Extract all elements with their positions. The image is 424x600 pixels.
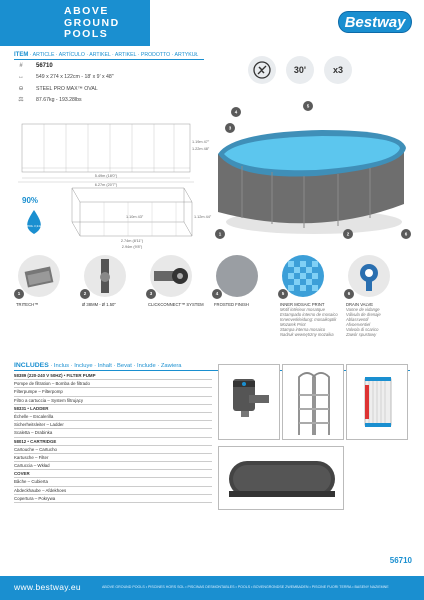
- includes-heading: INCLUDES · Inclus · Incluye · Inhalt · Bevat · Include · Zawiera: [14, 362, 182, 369]
- pool-dimension-diagram: [14, 118, 212, 258]
- spec-material-row: [14, 85, 98, 92]
- dim-side-h1: 1.19m 47": [192, 140, 210, 144]
- includes-item: Filtro a cartuccia – System filtrujący: [14, 397, 212, 405]
- ladder-image: [282, 364, 344, 440]
- weight-icon: ⚖: [18, 97, 24, 103]
- dim-top-width-outer: 6.27m (20'7"): [94, 183, 118, 187]
- svg-text:1: 1: [218, 231, 222, 237]
- svg-text:3: 3: [228, 125, 232, 131]
- dim-bottom-w2: 2.94m (9'8"): [121, 245, 143, 249]
- includes-item: Abdeckhaube – Afdekhoes: [14, 487, 212, 495]
- people-x3-icon: x3: [324, 56, 352, 84]
- header-title-block: [0, 0, 150, 46]
- feature-label: TRITECH™: [16, 302, 39, 307]
- includes-item: Cartuccia – Wkład: [14, 462, 212, 470]
- no-tools-icon: [248, 56, 276, 84]
- feature-tritech: [14, 255, 78, 307]
- footer: [0, 576, 424, 600]
- includes-item: Filterpumpe – Filterpomp: [14, 388, 212, 396]
- bestway-logo: Bestway: [338, 11, 412, 33]
- includes-item: Sicherheitsleiter – Ladder: [14, 421, 212, 429]
- includes-item: Scaletta – Drabinka: [14, 429, 212, 437]
- dim-inner-h: 1.10m 43": [126, 215, 144, 219]
- spec-weight-row: [14, 96, 82, 103]
- feature-mosaic: 5 INNER MOSAIC PRINT Motif intérieur mosaïque Estampado interno de mosaico Innenverkleidung: mosaikoptik Mozaïek Print Stampa interna mosaico Nadruk wewnętrzny mozaika: [278, 255, 342, 297]
- includes-item: Échelle – Escalerilla: [14, 413, 212, 421]
- drain-labels: DRAIN VALVE Vanne de vidange Válvula de drenaje Ablassventil Afvoerventiel Valvola di scarico Zawór spustowy: [346, 302, 381, 337]
- item-code: 56710: [36, 63, 53, 69]
- spec-code-row: [14, 63, 53, 69]
- page-title: [64, 6, 120, 41]
- header: [0, 0, 424, 46]
- feature-frosted: 4 FROSTED FINISH: [212, 255, 276, 297]
- cartridge-image: [346, 364, 408, 440]
- website-link[interactable]: www.bestway.eu: [14, 582, 81, 592]
- svg-text:4: 4: [234, 109, 238, 115]
- item-divider: [14, 59, 204, 60]
- pipe-image: [84, 255, 126, 297]
- clickconnect-image: [150, 255, 192, 297]
- pool-frame-icon: ⊖: [18, 86, 24, 92]
- feature-clickconnect: 3 CLICKCONNECT™ SYSTEM: [146, 255, 210, 297]
- includes-item: Kartusche – Filter: [14, 454, 212, 462]
- includes-item: Bâche – Cubierta: [14, 478, 212, 486]
- includes-item: 58331 • LADDER: [14, 405, 212, 413]
- water-capacity: 12,650L 3,342gal: [22, 224, 46, 228]
- footer-description: ABOVE GROUND POOLS • PISCINES HORS SOL • PISCINAS DESMONTABLES • POOLS • BOVENGRONDSE ZWEMBADEN • PISCINE FUORI TERRA • BASENY NAZIEMNE: [102, 585, 389, 589]
- hash-icon: #: [19, 63, 23, 69]
- mosaic-labels: INNER MOSAIC PRINT Motif intérieur mosaïque Estampado interno de mosaico Innenverkleidung: mosaikoptik Mozaïek Print Stampa interna mosaico Nadruk wewnętrzny mozaika: [280, 302, 338, 337]
- dim-side-h2: 1.22m 48": [192, 147, 210, 151]
- filter-pump-image: [218, 364, 280, 440]
- item-weight: 87.67kg - 193.28lbs: [36, 96, 82, 103]
- item-material: STEEL PRO MAX™ OVAL: [36, 85, 98, 92]
- includes-item: 58012 • CARTRIDGE: [14, 438, 212, 446]
- pool-product-image: [212, 103, 412, 250]
- dim-outer-h: 1.12m 44": [194, 215, 212, 219]
- cover-image: [218, 446, 344, 510]
- includes-list: [14, 372, 212, 503]
- feature-pipe-diameter: 2 Ø 38MM - Ø 1.50": [80, 255, 144, 297]
- dim-top-width: 5.49m (18'0"): [94, 174, 118, 178]
- tritech-image: [18, 255, 60, 297]
- includes-item: Copertura – Pokrywa: [14, 495, 212, 503]
- timer-30-icon: 30': [286, 56, 314, 84]
- feature-num: 1: [14, 289, 24, 299]
- feature-drain-valve: 6 DRAIN VALVE Vanne de vidange Válvula de drenaje Ablassventil Afvoerventiel Valvola di scarico Zawór spustowy: [344, 255, 408, 297]
- fill-percent: 90%: [22, 196, 39, 205]
- title-line-2: GROUND: [64, 16, 120, 29]
- includes-item: Pompe de filtration – Bomba de filtrado: [14, 380, 212, 388]
- item-heading: ITEM · ARTICLE · ARTÍCULO · ARTIKEL · ARTIKEL · PRODOTTO · ARTYKUŁ: [14, 52, 199, 58]
- footer-item-code: 56710: [389, 556, 412, 565]
- dim-bottom-w1: 2.74m (8'11"): [120, 239, 144, 243]
- item-size: 549 x 274 x 122cm - 18' x 9' x 48": [36, 74, 114, 80]
- includes-item: 58389 (220-240 V 50HZ) • FILTER PUMP: [14, 372, 212, 380]
- spec-size-row: [14, 74, 114, 80]
- title-line-3: POOLS: [64, 28, 109, 40]
- svg-text:6: 6: [404, 231, 408, 237]
- water-drop-icon: [27, 210, 41, 234]
- frosted-image: [216, 255, 258, 297]
- drain-valve-image: [348, 255, 390, 297]
- feature-icons: [248, 56, 352, 84]
- includes-item: Cartouche – Cartucho: [14, 446, 212, 454]
- includes-item: COVER: [14, 470, 212, 478]
- mosaic-image: [282, 255, 324, 297]
- title-line-1: ABOVE: [64, 5, 109, 17]
- svg-text:5: 5: [306, 103, 310, 109]
- feature-row: [14, 255, 414, 350]
- svg-text:2: 2: [346, 231, 350, 237]
- ruler-icon: ↔: [18, 74, 24, 80]
